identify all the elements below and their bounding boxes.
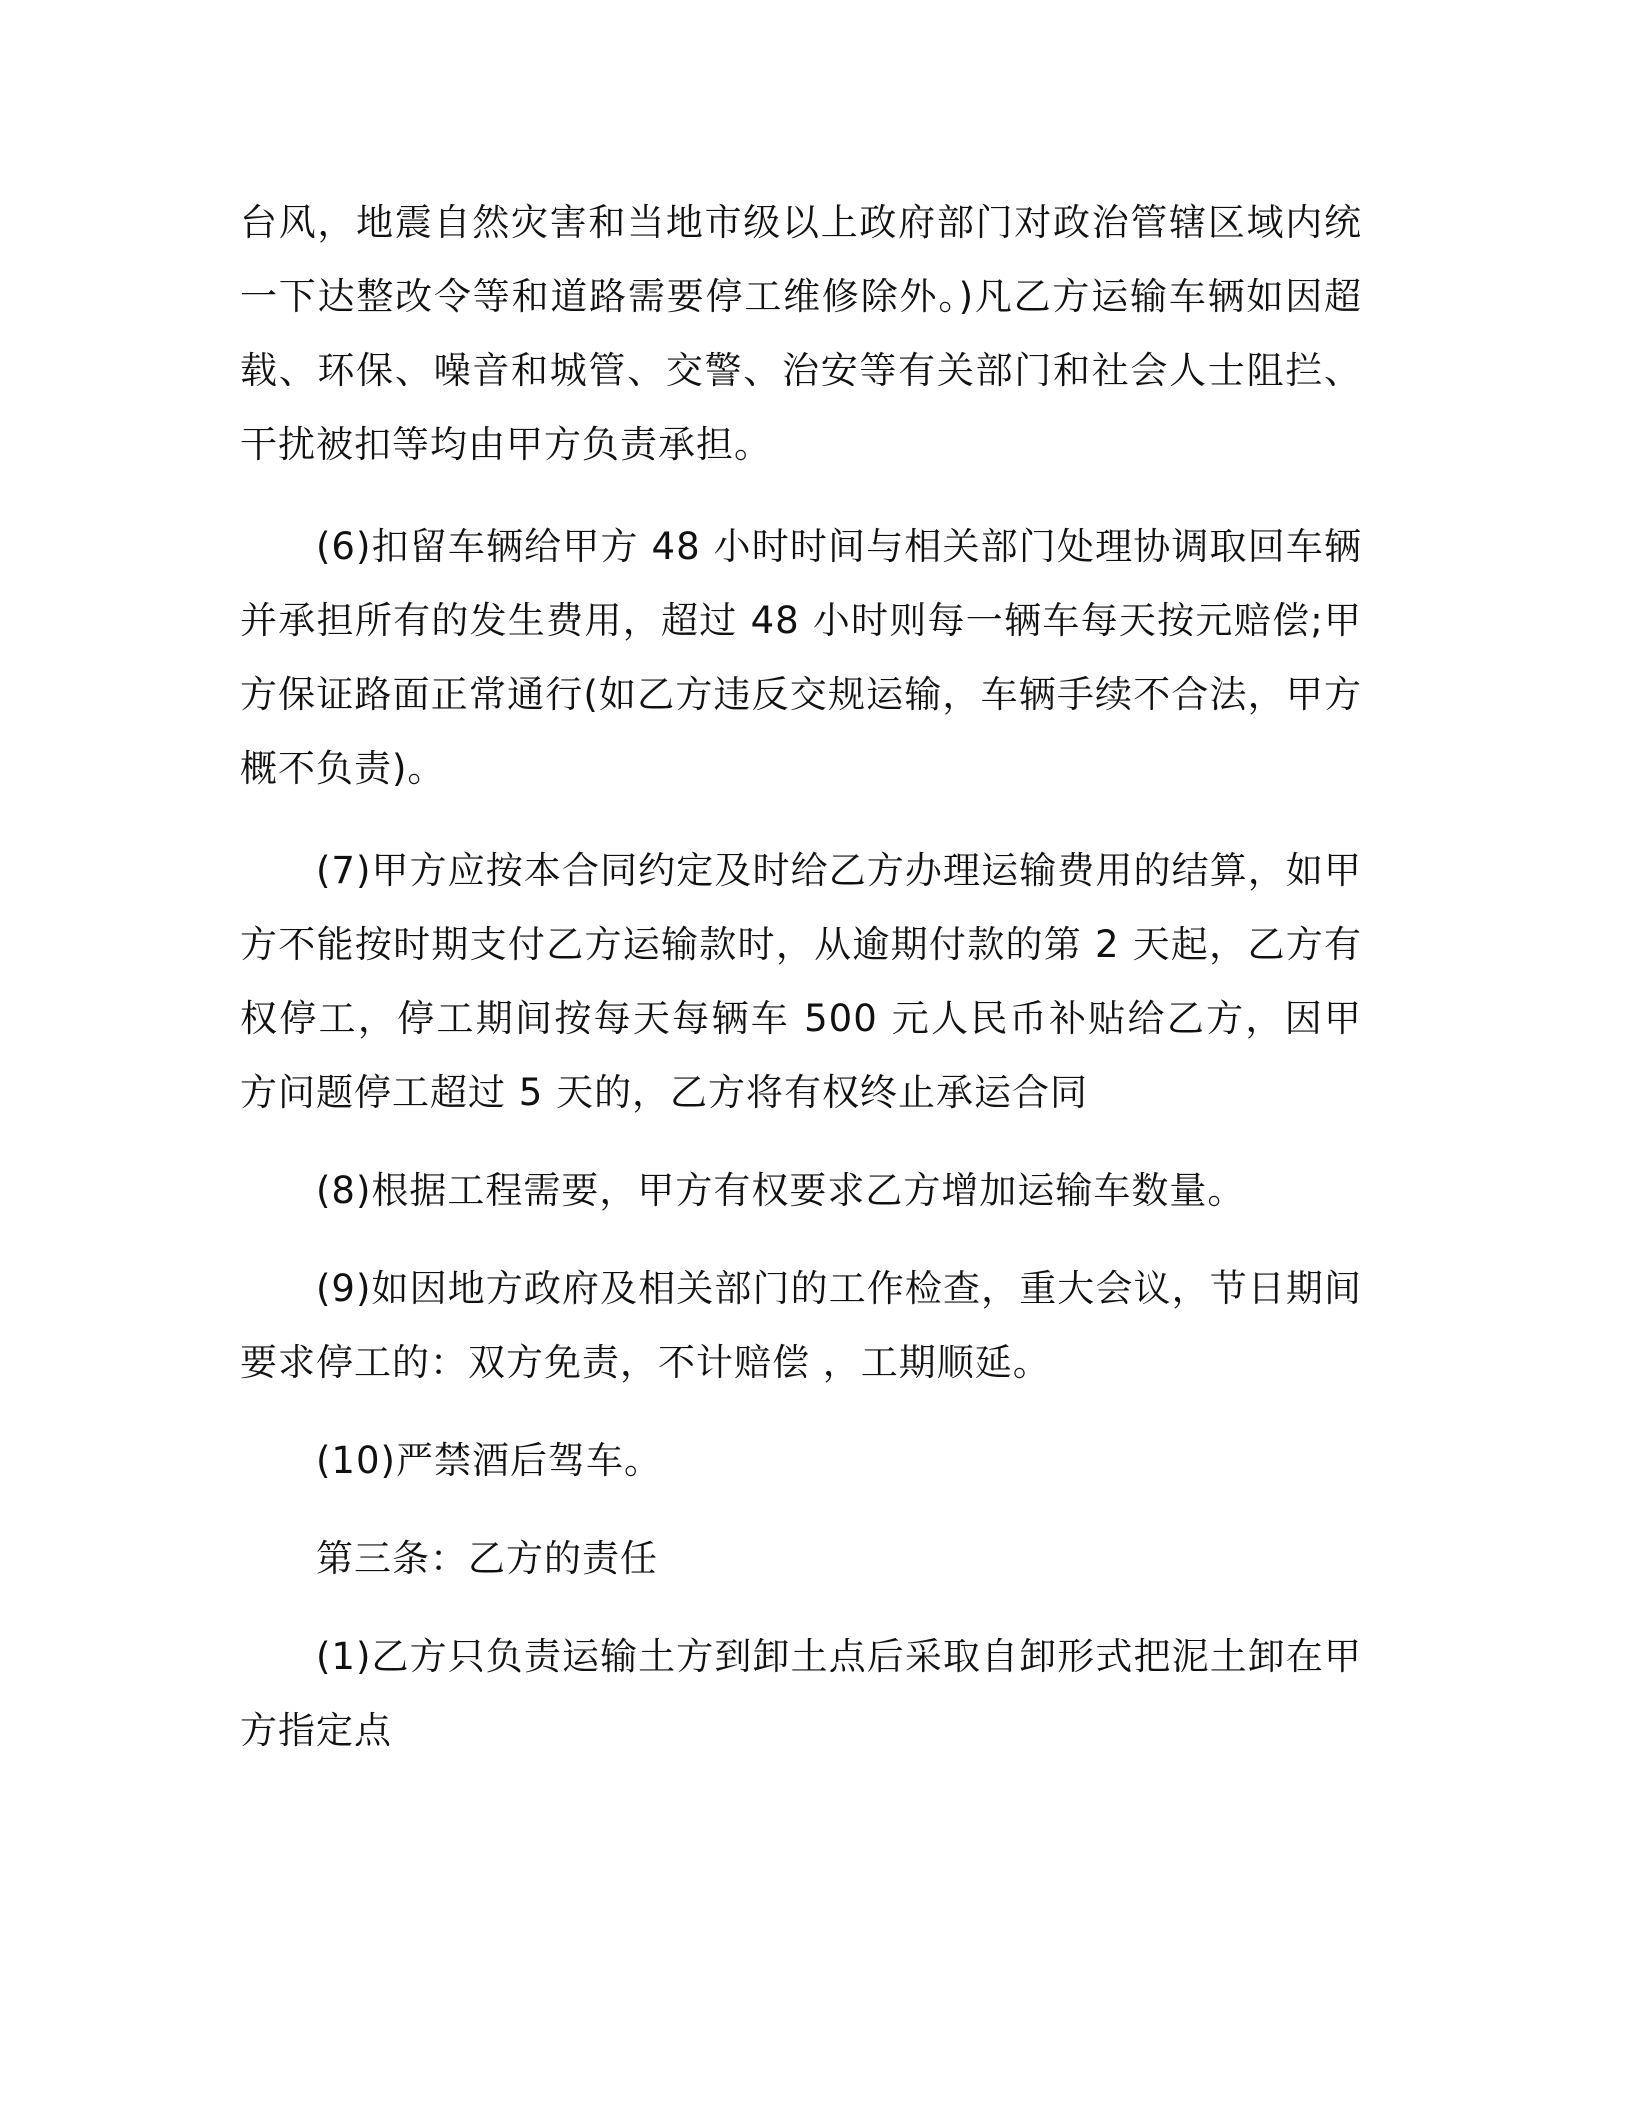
clause-9: (9)如因地方政府及相关部门的工作检查，重大会议，节日期间要求停工的：双方免责，不计赔偿 ，工期顺延。	[240, 1267, 1362, 1384]
clause-10: (10)严禁酒后驾车。	[316, 1439, 662, 1482]
section-heading-article-3: 第三条：乙方的责任	[316, 1537, 658, 1580]
clause-6: (6)扣留车辆给甲方 48 小时时间与相关部门处理协调取回车辆并承担所有的发生费用，超过 48 小时则每一辆车每天按元赔偿;甲方保证路面正常通行(如乙方违反交规运输，车辆手续不合法，甲方概不负责)。	[240, 525, 1362, 790]
document-body	[240, 186, 1362, 1768]
paragraph-continuation: 台风，地震自然灾害和当地市级以上政府部门对政治管辖区域内统一下达整改令等和道路需要停工维修除外。)凡乙方运输车辆如因超载、环保、噪音和城管、交警、治安等有关部门和社会人士阻拦、干扰被扣等均由甲方负责承担。	[240, 201, 1362, 466]
clause-8: (8)根据工程需要，甲方有权要求乙方增加运输车数量。	[316, 1169, 1246, 1212]
clause-b-1: (1)乙方只负责运输土方到卸土点后采取自卸形式把泥土卸在甲方指定点	[240, 1635, 1362, 1752]
clause-7: (7)甲方应按本合同约定及时给乙方办理运输费用的结算，如甲方不能按时期支付乙方运输款时，从逾期付款的第 2 天起，乙方有权停工，停工期间按每天每辆车 500 元人民币补贴给乙方，因甲方问题停工超过 5 天的，乙方将有权终止承运合同	[240, 849, 1362, 1114]
